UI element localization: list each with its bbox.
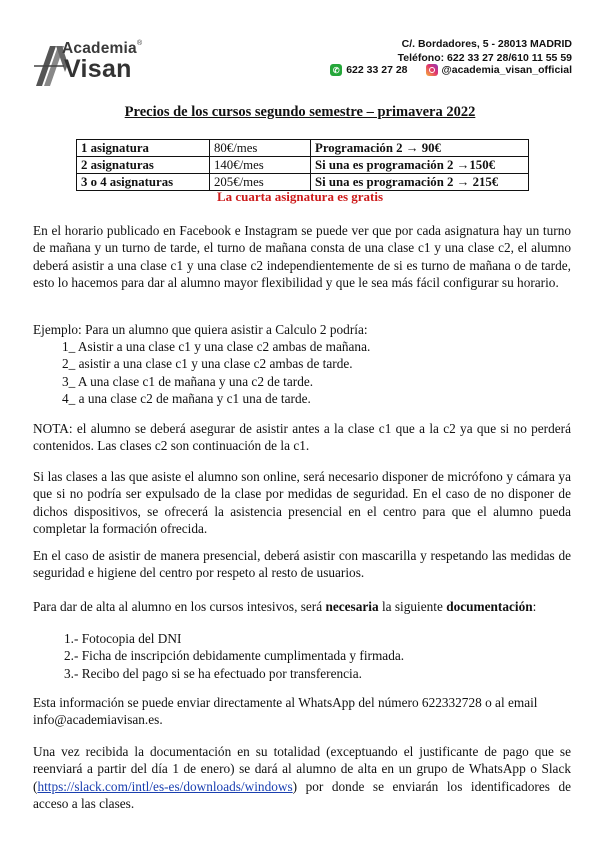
whatsapp-icon: ✆ xyxy=(330,64,342,76)
price-label: 3 o 4 asignaturas xyxy=(77,174,210,191)
price-value: 205€/mes xyxy=(210,174,311,191)
list-item: 1.- Fotocopia del DNI xyxy=(64,631,182,646)
header-contact xyxy=(398,37,572,65)
presencial-paragraph: En el caso de asistir de manera presencial, deberá asistir con mascarilla y respetando las medidas de seguridad e higiene del centro por respeto al resto de usuarios. xyxy=(33,548,571,581)
alta-paragraph xyxy=(33,598,571,615)
alta-text-post: : xyxy=(532,599,537,614)
price-note: Si una es programación 2 → 215€ xyxy=(311,174,529,191)
price-label: 2 asignaturas xyxy=(77,157,210,174)
alta-bold-documentacion: documentación xyxy=(446,599,533,614)
table-row xyxy=(77,174,529,191)
page-title: Precios de los cursos segundo semestre – primavera 2022 xyxy=(124,104,476,120)
docs-list xyxy=(64,630,404,682)
online-paragraph: Si las clases a las que asiste el alumno son online, será necesario disponer de micrófono y cámara ya que si no podría ser expulsado de la clase por medidas de seguridad. En el caso de no disponer de dichos dispositivos, se ofrecerá la asistencia presencial en el centro para que el alumno pueda completar la formación ofrecida. xyxy=(33,469,571,537)
price-note: Programación 2 → 90€ xyxy=(311,140,529,157)
logo-academia-text: Academia xyxy=(62,40,137,57)
nota-paragraph: NOTA: el alumno se deberá asegurar de asistir antes a la clase c1 que a la c2 ya que si no perderá contenidos. Las clases c2 son continuación de la c1. xyxy=(33,421,571,454)
price-note: Si una es programación 2 →150€ xyxy=(311,157,529,174)
list-item: 3.- Recibo del pago si se ha efectuado por transferencia. xyxy=(64,665,362,681)
free-subject-note: La cuarta asignatura es gratis xyxy=(216,189,384,204)
list-item: 1_ Asistir a una clase c1 y una clase c2 ambas de mañana. xyxy=(62,339,371,354)
table-row xyxy=(77,157,529,174)
example-intro: Ejemplo: Para un alumno que quiera asistir a Calculo 2 podría: xyxy=(33,322,368,337)
price-table xyxy=(76,139,529,191)
alta-text-mid: la siguiente xyxy=(378,599,447,614)
whatsapp-number: 622 33 27 28 xyxy=(346,64,408,76)
logo-visan-text: Visan xyxy=(64,55,132,83)
schedule-paragraph: En el horario publicado en Facebook e Instagram se puede ver que por cada asignatura hay un turno de mañana y un turno de tarde, el turno de mañana consta de una clase c1 y una clase c2, el alumno deberá asistir a una clase c1 y una clase c2 independientemente de si es turno de mañana o de tarde, esto lo hacemos para dar al alumno mayor flexibilidad y que le sea más fácil configurar su horario. xyxy=(33,223,571,291)
list-item: 4_ a una clase c2 de mañana y c1 una de tarde. xyxy=(62,391,311,407)
price-value: 80€/mes xyxy=(210,140,311,157)
instagram-icon xyxy=(426,64,438,76)
instagram-handle[interactable]: @academia_visan_official xyxy=(441,64,572,76)
list-item: 3_ A una clase c1 de mañana y una c2 de tarde. xyxy=(62,373,314,389)
list-item: 2.- Ficha de inscripción debidamente cumplimentada y firmada. xyxy=(64,648,405,664)
alta-bold-necesaria: necesaria xyxy=(325,599,379,614)
final-paragraph xyxy=(33,743,571,813)
alta-text-pre: Para dar de alta al alumno en los cursos intesivos, será xyxy=(33,599,326,614)
header-phones: Teléfono: 622 33 27 28/610 11 55 59 xyxy=(397,52,572,64)
social-contacts xyxy=(330,64,572,76)
envio-paragraph: Esta información se puede enviar directamente al WhatsApp del número 622332728 o al email info@academiavisan.es. xyxy=(33,695,538,728)
price-value: 140€/mes xyxy=(210,157,311,174)
final-text-pre: Una vez recibida la documentación en su totalidad (exceptuando el justificante de pago que se reenviará a partir del día 1 de enero) se dará al alumno de alta en un grupo de WhatsApp o Slack ( xyxy=(33,744,571,794)
logo-registered-mark: ® xyxy=(137,40,143,47)
header-address: C/. Bordadores, 5 - 28013 MADRID xyxy=(401,38,572,50)
list-item: 2_ asistir a una clase c1 y una clase c2 ambas de tarde. xyxy=(62,356,353,372)
final-text-post: ) por donde se enviarán los identificadores de acceso a las clases. xyxy=(33,778,571,812)
table-row xyxy=(77,140,529,157)
slack-download-link[interactable]: https://slack.com/intl/es-es/downloads/windows xyxy=(37,778,293,794)
example-list xyxy=(62,338,370,408)
price-label: 1 asignatura xyxy=(77,140,210,157)
